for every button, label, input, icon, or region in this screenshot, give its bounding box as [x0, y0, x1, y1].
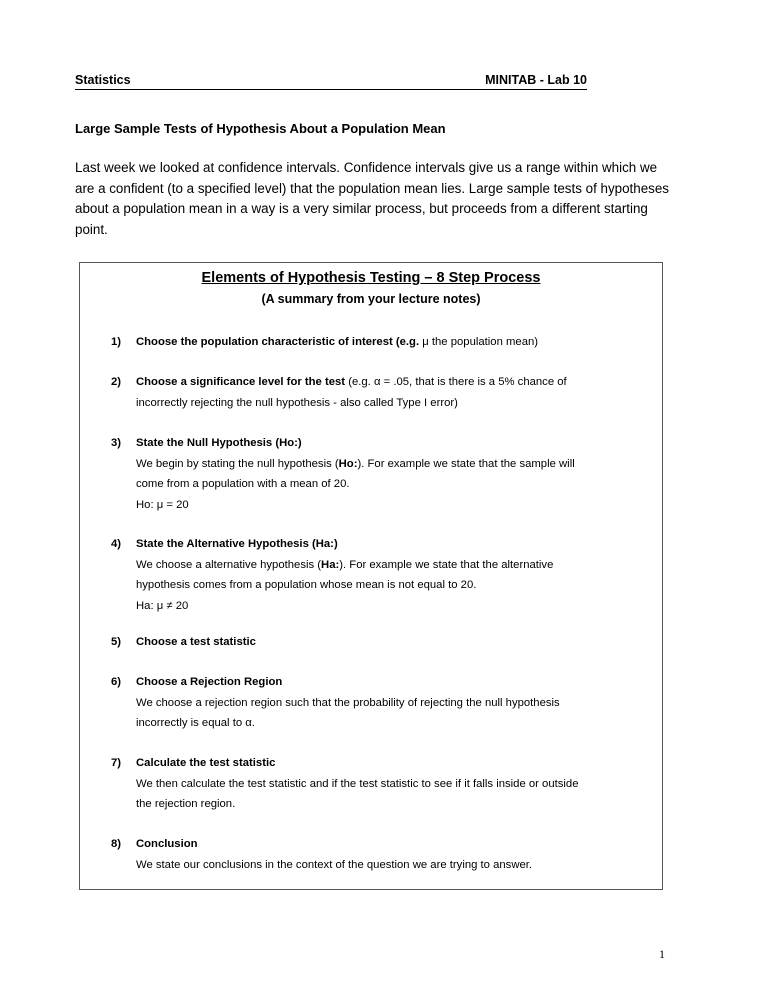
step-text: We choose a alternative hypothesis (	[136, 558, 322, 571]
step-text: We begin by stating the null hypothesis (	[136, 457, 339, 470]
step-heading: Calculate the test statistic	[136, 757, 276, 769]
step-heading: State the Null Hypothesis (Ho:)	[136, 437, 302, 449]
step-heading: Choose a test statistic	[136, 636, 256, 648]
step-text: the rejection region.	[136, 798, 236, 810]
summary-box	[79, 262, 663, 890]
step-text: come from a population with a mean of 20.	[136, 478, 350, 490]
step-heading: Choose a significance level for the test	[136, 376, 346, 388]
step-3	[111, 433, 651, 515]
step-number: 1)	[111, 336, 122, 348]
step-text: We state our conclusions in the context of the question we are trying to answer.	[136, 858, 533, 871]
step-7	[111, 753, 651, 815]
step-text-bold: Ha:	[321, 558, 340, 571]
page-header	[75, 73, 587, 90]
section-title: Large Sample Tests of Hypothesis About a Population Mean	[75, 121, 446, 136]
step-text: ). For example we state that the alternative	[339, 558, 554, 571]
header-lab: MINITAB - Lab 10	[485, 73, 587, 87]
step-text: We then calculate the test statistic and if the test statistic to see if it falls inside or outside	[136, 777, 579, 790]
step-text: incorrectly is equal to α.	[136, 717, 255, 729]
step-formula: Ho: μ = 20	[136, 498, 189, 511]
step-heading-rest: (e.g. α = .05, that is there is a 5% chance of	[345, 376, 567, 388]
step-formula: Ha: μ ≠ 20	[136, 599, 189, 612]
step-heading: State the Alternative Hypothesis (Ha:)	[136, 538, 338, 550]
step-heading: Conclusion	[136, 838, 198, 850]
step-number: 4)	[111, 538, 122, 550]
step-text: incorrectly rejecting the null hypothesis - also called Type I error)	[136, 396, 458, 409]
step-text-bold: Ho:	[338, 457, 358, 470]
step-text: ). For example we state that the sample will	[357, 457, 575, 470]
step-number: 8)	[111, 838, 122, 850]
step-heading: Choose the population characteristic of interest (e.g.	[136, 336, 423, 348]
step-text: We choose a rejection region such that the probability of rejecting the null hypothesis	[136, 696, 560, 709]
step-2	[111, 372, 651, 413]
intro-paragraph: Last week we looked at confidence intervals. Confidence intervals give us a range within which we are a confident (to a specified level) that the population mean lies. Large sample tests of hypotheses about a population mean in a way is a very similar process, but proceeds from a different starting point.	[75, 160, 670, 237]
box-title: Elements of Hypothesis Testing – 8 Step Process	[201, 270, 541, 286]
step-heading-rest: μ the population mean)	[422, 336, 539, 348]
step-number: 5)	[111, 636, 122, 648]
step-6	[111, 672, 651, 734]
box-subtitle: (A summary from your lecture notes)	[261, 292, 481, 306]
step-number: 6)	[111, 676, 122, 688]
step-1	[111, 332, 651, 353]
step-number: 7)	[111, 757, 122, 769]
step-heading: Choose a Rejection Region	[136, 676, 283, 688]
step-number: 2)	[111, 376, 122, 388]
header-course: Statistics	[75, 73, 131, 87]
step-text: hypothesis comes from a population whose mean is not equal to 20.	[136, 579, 477, 591]
step-4	[111, 534, 651, 616]
page-number: 1	[659, 947, 665, 961]
step-5	[111, 632, 651, 653]
step-8	[111, 834, 651, 875]
step-number: 3)	[111, 437, 122, 449]
